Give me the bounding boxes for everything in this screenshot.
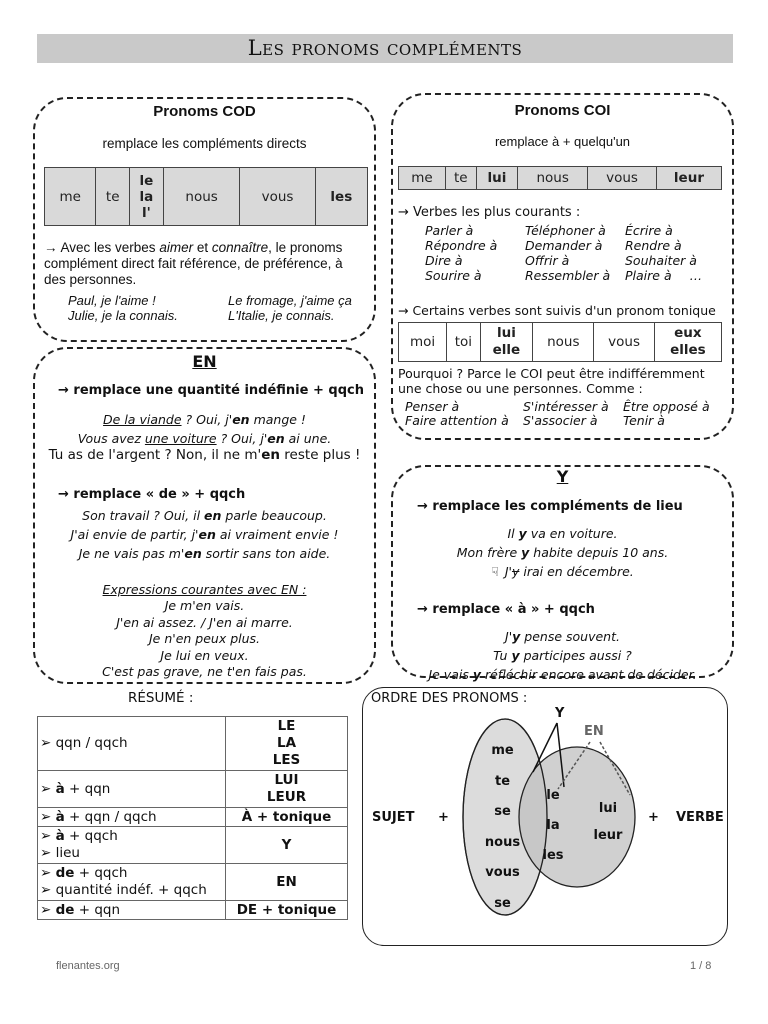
coi-verb-plaire: Plaire à bbox=[625, 268, 672, 283]
tonic-verb: Tenir à bbox=[623, 413, 665, 428]
cod-cell-vous: vous bbox=[240, 168, 315, 226]
cod-cell-les: les bbox=[315, 168, 367, 226]
en-expressions bbox=[33, 598, 376, 681]
y-example-1: Il y va en voiture. bbox=[507, 526, 618, 541]
ordre-pronoun: vous bbox=[485, 865, 520, 880]
cod-note-et: et bbox=[193, 240, 212, 255]
coi-verb bbox=[625, 268, 725, 283]
ordre-verbe: VERBE bbox=[676, 810, 724, 825]
coi-verbs-title: → Verbes les plus courants : bbox=[398, 205, 581, 220]
ordre-pronoun: te bbox=[494, 773, 511, 789]
tonic-cell-vous: vous bbox=[594, 323, 654, 362]
tonic-cell-moi: moi bbox=[399, 323, 447, 362]
y-example-6: Je vais y réfléchir encore avant de décider. bbox=[428, 667, 697, 682]
cod-example-3: Julie, je la connais. bbox=[68, 308, 178, 323]
tonic-cell-eux: eux bbox=[674, 325, 702, 341]
coi-verb: Dire à bbox=[425, 253, 463, 268]
coi-tonic-title: → Certains verbes sont suivis d'un pronom tonique bbox=[398, 303, 716, 318]
coi-cell-leur: leur bbox=[656, 167, 721, 190]
en-example-2: Vous avez une voiture ? Oui, j'en ai une. bbox=[77, 431, 332, 446]
coi-pronoun-table bbox=[398, 166, 722, 190]
resume-table bbox=[37, 716, 348, 920]
resume-row-right: EN bbox=[226, 864, 348, 901]
coi-verb: Répondre à bbox=[425, 238, 498, 253]
tonic-verb: Faire attention à bbox=[405, 413, 509, 428]
en-example-1: De la viande ? Oui, j'en mange ! bbox=[103, 412, 306, 427]
ordre-pronoun: nous bbox=[484, 834, 521, 850]
cod-cell-le-la bbox=[129, 168, 163, 226]
coi-subtitle: remplace à + quelqu'un bbox=[494, 134, 631, 149]
coi-verb: Demander à bbox=[525, 238, 603, 253]
cod-pronoun-table bbox=[44, 167, 368, 226]
en-expression: Je m'en vais. bbox=[164, 598, 245, 613]
cod-note-arrow: → Avec les verbes bbox=[44, 240, 160, 255]
y-heading: Y bbox=[556, 467, 569, 486]
y-rule-1: → remplace les compléments de lieu bbox=[417, 499, 683, 514]
tonic-cell-lui-elle bbox=[480, 323, 532, 362]
ordre-plus-2: + bbox=[648, 810, 659, 825]
tonic-verb: S'associer à bbox=[523, 413, 598, 428]
en-rule-1: → remplace une quantité indéfinie + qqch bbox=[58, 383, 364, 398]
resume-row-right: Y bbox=[226, 827, 348, 864]
en-examples-2 bbox=[33, 506, 376, 563]
en-example-5: J'ai envie de partir, j'en ai vraiment envie ! bbox=[70, 527, 339, 542]
ordre-pronoun: les bbox=[542, 848, 564, 863]
cod-example-2: Le fromage, j'aime ça bbox=[228, 293, 352, 308]
ordre-pronoun: le bbox=[546, 788, 560, 803]
cod-cell-la: la bbox=[139, 188, 154, 205]
cod-note bbox=[44, 240, 366, 288]
cod-cell-l: l' bbox=[142, 204, 151, 221]
ordre-pronoun: lui bbox=[598, 801, 618, 816]
coi-verb: Téléphoner à bbox=[525, 223, 606, 238]
cod-heading: Pronoms COD bbox=[153, 103, 256, 120]
resume-row-left: ➢ à + qqn / qqch bbox=[38, 808, 226, 827]
coi-heading: Pronoms COI bbox=[514, 102, 611, 119]
resume-row-left: ➢ de + qqn bbox=[38, 901, 226, 920]
cod-subtitle: remplace les compléments directs bbox=[102, 136, 307, 151]
ordre-pronoun: la bbox=[546, 818, 560, 833]
cod-example-4: L'Italie, je connais. bbox=[228, 308, 335, 323]
y-example-3: ☟ J'y irai en décembre. bbox=[491, 564, 634, 579]
coi-verb: Offrir à bbox=[525, 253, 570, 268]
coi-cell-nous: nous bbox=[518, 167, 588, 190]
en-expression: Je lui en veux. bbox=[160, 647, 249, 663]
cod-cell-te: te bbox=[96, 168, 129, 226]
ordre-y-label: Y bbox=[555, 706, 565, 721]
en-expression: C'est pas grave, ne t'en fais pas. bbox=[102, 664, 307, 679]
en-expression: J'en ai assez. / J'en ai marre. bbox=[116, 614, 293, 630]
en-expression: Je n'en peux plus. bbox=[148, 631, 261, 646]
resume-row-right: DE + tonique bbox=[226, 901, 348, 920]
page-title: Les pronoms compléments bbox=[37, 34, 733, 63]
coi-verb: Rendre à bbox=[625, 238, 682, 253]
cod-note-rest: , le pronoms complément direct fait référence, de préférence, à des personnes. bbox=[44, 240, 343, 287]
coi-verbs-grid bbox=[425, 223, 725, 283]
y-examples-2 bbox=[391, 627, 734, 684]
cod-example-1: Paul, je l'aime ! bbox=[68, 293, 156, 308]
tonic-cell-nous: nous bbox=[533, 323, 594, 362]
resume-row-right: LUI LEUR bbox=[226, 771, 348, 808]
footer-site: flenantes.org bbox=[56, 960, 120, 972]
cod-note-connaitre: connaître bbox=[211, 240, 269, 255]
coi-verb: Parler à bbox=[425, 223, 474, 238]
en-example-6: Je ne vais pas m'en sortir sans ton aide. bbox=[78, 546, 331, 561]
coi-verb-ellipsis: … bbox=[689, 268, 703, 283]
coi-cell-me: me bbox=[399, 167, 446, 190]
tonic-verb: S'intéresser à bbox=[523, 399, 609, 414]
resume-row-right: À + tonique bbox=[226, 808, 348, 827]
tonic-cell-toi: toi bbox=[447, 323, 481, 362]
coi-tonic-verbs bbox=[405, 400, 725, 428]
cod-cell-le: le bbox=[139, 172, 154, 189]
coi-cell-lui: lui bbox=[476, 167, 518, 190]
resume-heading: RÉSUMÉ : bbox=[128, 690, 194, 706]
ordre-pronoun: se bbox=[494, 895, 511, 911]
tonic-cell-elle: elle bbox=[492, 342, 521, 358]
resume-row-left: ➢ à + qqn bbox=[38, 771, 226, 808]
en-example-4: Son travail ? Oui, il en parle beaucoup. bbox=[82, 508, 327, 523]
ordre-group-2 bbox=[537, 781, 569, 871]
tonic-cell-elles: elles bbox=[670, 342, 706, 358]
cod-cell-me: me bbox=[45, 168, 96, 226]
cod-note-aimer: aimer bbox=[159, 240, 194, 255]
coi-why: Pourquoi ? Parce le COI peut être indifféremment une chose ou une personnes. Comme : bbox=[398, 366, 705, 396]
coi-cell-te: te bbox=[446, 167, 477, 190]
ordre-group-1 bbox=[480, 736, 525, 919]
y-rule-2: → remplace « à » + qqch bbox=[417, 602, 595, 617]
coi-tonic-table bbox=[398, 322, 722, 362]
coi-verb: Sourire à bbox=[425, 268, 482, 283]
tonic-verb: Être opposé à bbox=[623, 399, 710, 414]
en-example-3: Tu as de l'argent ? Non, il ne m'en reste plus ! bbox=[48, 447, 361, 463]
coi-verb: Écrire à bbox=[625, 223, 673, 238]
ordre-sujet: SUJET bbox=[372, 810, 415, 825]
resume-row-left: ➢ de + qqch ➢ quantité indéf. + qqch bbox=[38, 864, 226, 901]
en-examples-1 bbox=[33, 410, 376, 448]
ordre-group-3 bbox=[588, 795, 628, 849]
tonic-cell-eux-elles bbox=[654, 323, 721, 362]
resume-row-right: LE LA LES bbox=[226, 717, 348, 771]
cod-examples bbox=[68, 293, 368, 323]
ordre-pronoun: leur bbox=[593, 828, 623, 843]
ordre-pronoun: me bbox=[491, 743, 514, 758]
ordre-en-label: EN bbox=[584, 724, 604, 739]
ordre-pronoun: se bbox=[494, 804, 511, 819]
coi-verb: Ressembler à bbox=[525, 268, 611, 283]
coi-verb: Souhaiter à bbox=[625, 253, 697, 268]
resume-row-left: ➢ à + qqch ➢ lieu bbox=[38, 827, 226, 864]
coi-cell-vous: vous bbox=[588, 167, 657, 190]
en-expressions-title: Expressions courantes avec EN : bbox=[102, 582, 307, 597]
y-example-5: Tu y participes aussi ? bbox=[493, 648, 632, 663]
y-examples-1 bbox=[391, 524, 734, 581]
footer-page-number: 1 / 8 bbox=[690, 960, 712, 972]
en-rule-2: → remplace « de » + qqch bbox=[58, 487, 246, 502]
y-example-4: J'y pense souvent. bbox=[505, 629, 620, 644]
hand-pointing-icon: ☟ bbox=[491, 564, 499, 579]
ordre-plus-1: + bbox=[438, 810, 449, 825]
cod-cell-nous: nous bbox=[163, 168, 240, 226]
en-heading: EN bbox=[192, 352, 217, 371]
ordre-heading: ORDRE DES PRONOMS : bbox=[371, 691, 528, 706]
resume-row-left: ➢ qqn / qqch bbox=[38, 717, 226, 771]
tonic-verb: Penser à bbox=[405, 399, 460, 414]
tonic-cell-lui: lui bbox=[496, 325, 516, 341]
y-example-2: Mon frère y habite depuis 10 ans. bbox=[456, 545, 669, 560]
